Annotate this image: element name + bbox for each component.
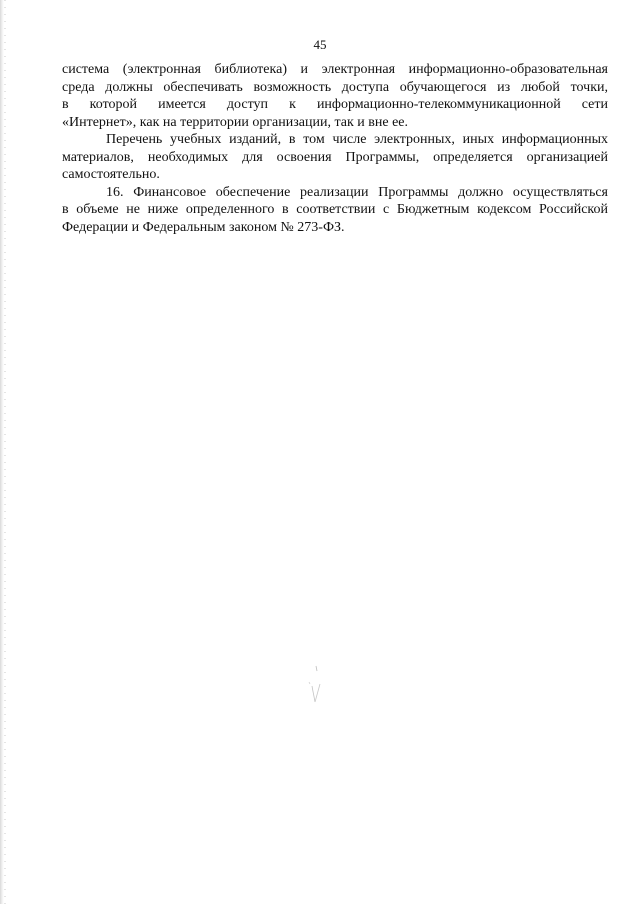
text-line: самостоятельно. <box>62 167 160 182</box>
paragraph-financing <box>62 184 608 237</box>
text-line: материалов, необходимых для освоения Программы, определяется организацией <box>62 149 608 165</box>
paragraph-study-materials <box>62 131 608 184</box>
text-line: Федерации и Федеральным законом № 273-ФЗ. <box>62 219 345 235</box>
text-line: в которой имеется доступ к информационно-телекоммуникационной сети <box>62 97 608 112</box>
page-number: 45 <box>313 37 327 52</box>
text-line: среда должны обеспечивать возможность доступа обучающегося из любой точки, <box>62 79 608 95</box>
text-line: система (электронная библиотека) и электронная информационно-образовательная <box>62 62 608 77</box>
scan-edge-marks <box>4 0 6 904</box>
text-line: «Интернет», как на территории организации, так и вне ее. <box>62 114 409 130</box>
faint-pen-mark <box>300 662 330 712</box>
document-body <box>62 61 608 236</box>
paragraph-library-access <box>62 61 608 131</box>
text-line: в объеме не ниже определенного в соответствии с Бюджетным кодексом Российской <box>62 202 608 217</box>
text-line: 16. Финансовое обеспечение реализации Программы должно осуществляться <box>106 184 608 200</box>
text-line: Перечень учебных изданий, в том числе электронных, иных информационных <box>106 132 608 147</box>
